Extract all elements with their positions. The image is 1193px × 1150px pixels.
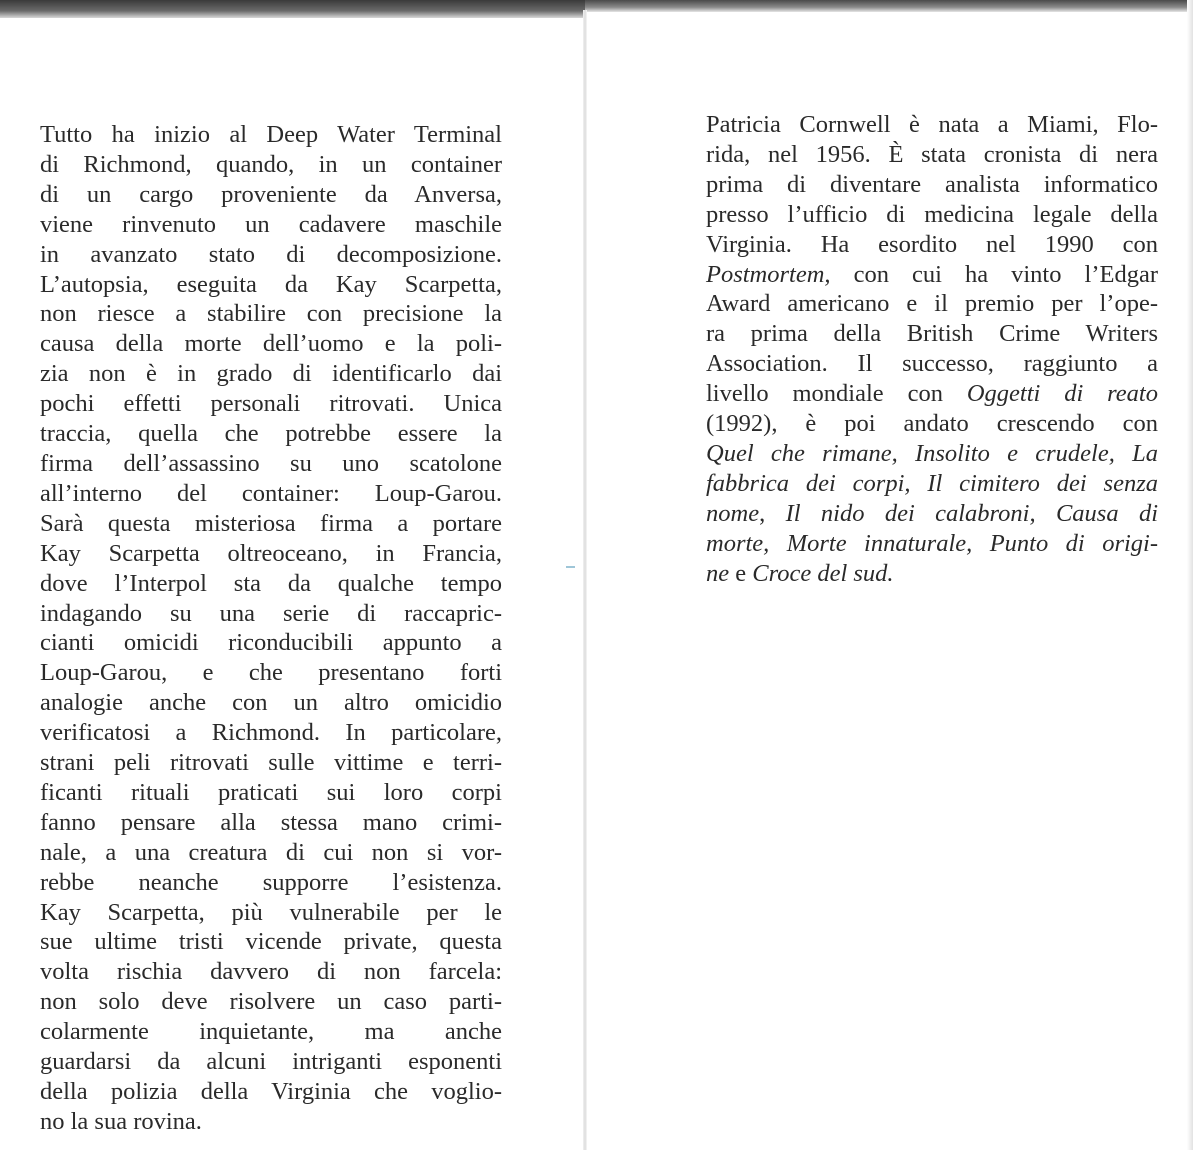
bio-line: Virginia. Ha esordito nel 1990 con — [706, 230, 1158, 258]
bio-line: (1992), è poi andato crescendo con — [706, 410, 1158, 438]
bio-text: livello mondiale con — [706, 380, 967, 408]
synopsis-line: fanno pensare alla stessa mano crimi- — [40, 808, 502, 836]
bio-line: presso l’ufficio di medicina legale della — [706, 200, 1158, 228]
bio-line: ra prima della British Crime Writers — [706, 320, 1158, 348]
synopsis-line: indagando su una serie di raccapric- — [40, 599, 502, 627]
bio-line — [706, 499, 1158, 529]
synopsis-line: Loup-Garou, e che presentano forti — [40, 659, 502, 687]
synopsis-line: viene rinvenuto un cadavere maschile — [40, 210, 502, 238]
synopsis-line: nale, a una creatura di cui non si vor- — [40, 838, 502, 866]
page-gutter — [583, 10, 587, 1150]
synopsis-line: L’autopsia, eseguita da Kay Scarpetta, — [40, 270, 502, 298]
book-title: Croce del sud. — [752, 559, 894, 587]
synopsis-line: causa della morte dell’uomo e la poli- — [40, 330, 502, 358]
synopsis-line: di un cargo proveniente da Anversa, — [40, 180, 502, 208]
book-title: Postmortem, — [706, 260, 831, 288]
book-title: Oggetti di reato — [966, 380, 1158, 408]
bio-text: , — [759, 499, 786, 527]
bio-text: e — [729, 559, 753, 587]
synopsis-line: della polizia della Virginia che voglio- — [40, 1078, 502, 1105]
synopsis-line: analogie anche con un altro omicidio — [40, 689, 502, 717]
synopsis-line: in avanzato stato di decomposizione. — [40, 240, 502, 268]
bio-line: rida, nel 1956. È stata cronista di nera — [706, 140, 1158, 168]
synopsis-line: Kay Scarpetta, più vulnerabile per le — [40, 898, 502, 926]
synopsis-line: traccia, quella che potrebbe essere la — [40, 420, 502, 448]
book-title-list-line: fabbrica dei corpi, Il cimitero dei senza — [706, 469, 1158, 497]
bio-line — [706, 379, 1158, 409]
left-page-synopsis — [40, 120, 502, 1137]
synopsis-line: volta rischia davvero di non farcela: — [40, 958, 502, 986]
bio-line: Award americano e il premio per l’ope- — [706, 290, 1158, 318]
synopsis-line: colarmente inquietante, ma anche — [40, 1018, 502, 1046]
synopsis-line: all’interno del container: Loup-Garou. — [40, 479, 502, 507]
bio-text: con cui ha vinto l’Edgar — [830, 260, 1158, 288]
synopsis-line: no la sua rovina. — [40, 1107, 202, 1135]
synopsis-line: Sarà questa misteriosa firma a portare — [40, 509, 502, 537]
synopsis-line: zia non è in grado di identificarlo dai — [40, 360, 502, 388]
synopsis-line: di Richmond, quando, in un container — [40, 150, 502, 178]
scan-edge-top-left — [0, 0, 585, 18]
right-page-edge — [1187, 0, 1193, 1150]
bio-line — [706, 260, 1158, 290]
scan-speck — [566, 566, 575, 568]
scan-edge-top-right — [585, 0, 1193, 12]
synopsis-line: guardarsi da alcuni intriganti esponenti — [40, 1048, 502, 1076]
synopsis-line: Tutto ha inizio al Deep Water Terminal — [40, 121, 502, 148]
synopsis-line: sue ultime tristi vicende private, questa — [40, 928, 502, 956]
synopsis-line: non solo deve risolvere un caso parti- — [40, 988, 502, 1016]
book-title: nome — [706, 499, 760, 527]
synopsis-line: rebbe neanche supporre l’esistenza. — [40, 868, 502, 896]
bio-line: Patricia Cornwell è nata a Miami, Flo- — [706, 111, 1158, 138]
book-title-list-line: Quel che rimane, Insolito e crudele, La — [706, 439, 1158, 467]
synopsis-line: verificatosi a Richmond. In particolare, — [40, 719, 502, 747]
bio-line — [706, 559, 1158, 589]
synopsis-line: ficanti rituali praticati sui loro corpi — [40, 778, 502, 806]
bio-line: Association. Il successo, raggiunto a — [706, 350, 1158, 378]
synopsis-line: non riesce a stabilire con precisione la — [40, 300, 502, 328]
bio-line: prima di diventare analista informatico — [706, 170, 1158, 198]
book-title-list-line: morte, Morte innaturale, Punto di origi- — [706, 529, 1158, 557]
synopsis-line: dove l’Interpol sta da qualche tempo — [40, 569, 502, 597]
right-page-author-bio — [706, 110, 1158, 589]
synopsis-line: strani peli ritrovati sulle vittime e terri- — [40, 749, 502, 777]
synopsis-line: pochi effetti personali ritrovati. Unica — [40, 390, 502, 418]
synopsis-line: cianti omicidi riconducibili appunto a — [40, 629, 502, 657]
synopsis-line: Kay Scarpetta oltreoceano, in Francia, — [40, 539, 502, 567]
book-title: Il nido dei calabroni, Causa di — [785, 499, 1159, 527]
book-title: ne — [706, 559, 730, 587]
synopsis-line: firma dell’assassino su uno scatolone — [40, 449, 502, 477]
